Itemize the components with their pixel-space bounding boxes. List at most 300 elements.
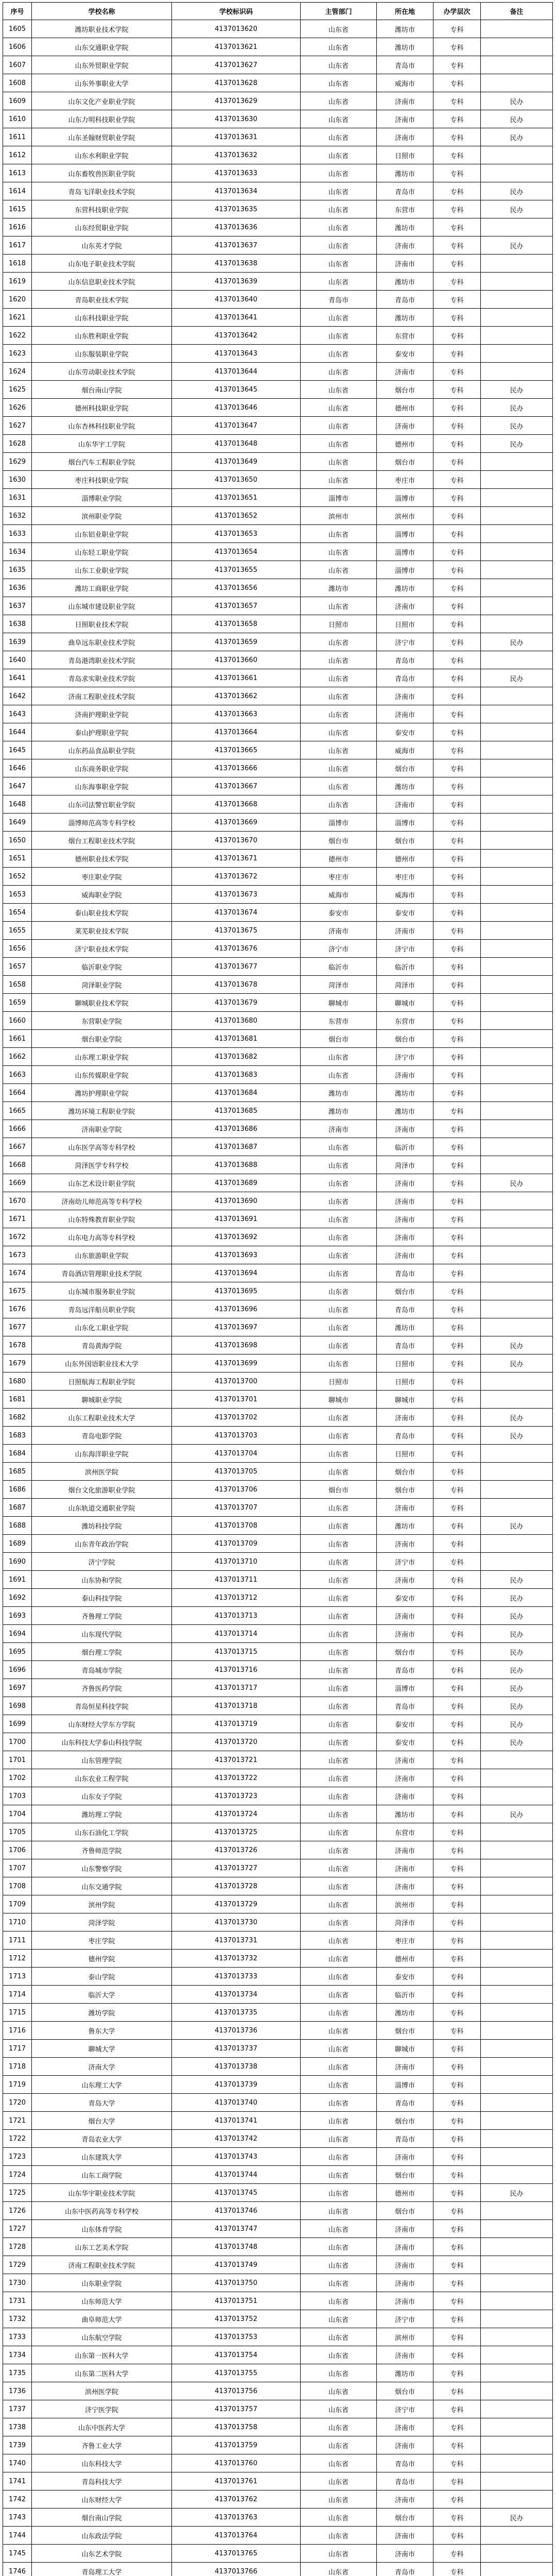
school-code-cell: 4137013721	[172, 1751, 301, 1769]
level-cell: 专科	[433, 2076, 481, 2094]
location-cell: 济宁市	[377, 2310, 433, 2328]
school-name-cell: 山东胜利职业学院	[32, 327, 172, 345]
remarks-cell	[481, 1931, 553, 1950]
authority-cell: 山东省	[301, 1589, 377, 1607]
serial-cell: 1677	[3, 1318, 32, 1336]
authority-cell: 山东省	[301, 2040, 377, 2058]
authority-cell: 临沂市	[301, 958, 377, 976]
remarks-cell	[481, 1138, 553, 1156]
school-name-cell: 烟台汽车工程职业学院	[32, 453, 172, 471]
level-cell: 专科	[433, 1679, 481, 1697]
level-cell: 专科	[433, 200, 481, 218]
serial-cell: 1676	[3, 1300, 32, 1318]
serial-cell: 1679	[3, 1354, 32, 1372]
level-cell: 专科	[433, 2400, 481, 2418]
authority-cell: 潍坊市	[301, 1084, 377, 1102]
school-code-cell: 4137013664	[172, 723, 301, 741]
authority-cell: 山东省	[301, 1715, 377, 1733]
school-name-cell: 山东工商学院	[32, 2166, 172, 2184]
authority-cell: 山东省	[301, 1968, 377, 1986]
serial-cell: 1614	[3, 182, 32, 200]
authority-cell: 山东省	[301, 2527, 377, 2545]
level-cell: 专科	[433, 1138, 481, 1156]
location-cell: 日照市	[377, 1372, 433, 1391]
school-name-cell: 青岛酒店管理职业技术学院	[32, 1264, 172, 1282]
level-cell: 专科	[433, 1805, 481, 1823]
header-level: 办学层次	[433, 3, 481, 20]
level-cell: 专科	[433, 777, 481, 795]
table-row	[3, 291, 553, 309]
school-name-cell: 烟台文化旅游职业学院	[32, 1481, 172, 1499]
remarks-cell	[481, 2400, 553, 2418]
remarks-cell	[481, 2563, 553, 2576]
level-cell: 专科	[433, 2545, 481, 2563]
authority-cell: 山东省	[301, 327, 377, 345]
school-code-cell: 4137013725	[172, 1823, 301, 1841]
serial-cell: 1631	[3, 489, 32, 507]
table-row	[3, 38, 553, 56]
level-cell: 专科	[433, 273, 481, 291]
authority-cell: 烟台市	[301, 1030, 377, 1048]
table-row	[3, 1607, 553, 1625]
authority-cell: 山东省	[301, 2454, 377, 2472]
table-row	[3, 2274, 553, 2292]
table-row	[3, 2256, 553, 2274]
location-cell: 济南市	[377, 1174, 433, 1192]
serial-cell: 1701	[3, 1751, 32, 1769]
school-name-cell: 济南工程职业技术学院	[32, 687, 172, 705]
table-row	[3, 2184, 553, 2202]
school-code-cell: 4137013726	[172, 1841, 301, 1859]
table-row	[3, 1589, 553, 1607]
location-cell: 烟台市	[377, 2509, 433, 2527]
school-name-cell: 山东建筑大学	[32, 2148, 172, 2166]
serial-cell: 1626	[3, 399, 32, 417]
level-cell: 专科	[433, 2436, 481, 2454]
location-cell: 潍坊市	[377, 1805, 433, 1823]
remarks-cell: 民办	[481, 1715, 553, 1733]
school-code-cell: 4137013689	[172, 1174, 301, 1192]
level-cell: 专科	[433, 2148, 481, 2166]
remarks-cell: 民办	[481, 1427, 553, 1445]
school-code-cell: 4137013744	[172, 2166, 301, 2184]
remarks-cell	[481, 579, 553, 597]
table-row	[3, 1769, 553, 1787]
school-name-cell: 东营职业学院	[32, 1012, 172, 1030]
table-row	[3, 273, 553, 291]
level-cell: 专科	[433, 994, 481, 1012]
school-name-cell: 烟台南山学院	[32, 381, 172, 399]
remarks-cell	[481, 2148, 553, 2166]
school-code-cell: 4137013706	[172, 1481, 301, 1499]
remarks-cell	[481, 2130, 553, 2148]
school-code-cell: 4137013759	[172, 2436, 301, 2454]
level-cell: 专科	[433, 92, 481, 110]
school-name-cell: 滨州学院	[32, 1895, 172, 1913]
location-cell: 济南市	[377, 1409, 433, 1427]
school-name-cell: 烟台工程职业技术学院	[32, 832, 172, 850]
table-row	[3, 2472, 553, 2490]
location-cell: 济南市	[377, 1499, 433, 1517]
remarks-cell	[481, 2274, 553, 2292]
table-row	[3, 669, 553, 687]
serial-cell: 1609	[3, 92, 32, 110]
table-row	[3, 2364, 553, 2382]
level-cell: 专科	[433, 1661, 481, 1679]
level-cell: 专科	[433, 1282, 481, 1300]
serial-cell: 1611	[3, 128, 32, 146]
remarks-cell	[481, 255, 553, 273]
school-name-cell: 山东管理学院	[32, 1751, 172, 1769]
remarks-cell	[481, 1066, 553, 1084]
school-name-cell: 山东劳动职业技术学院	[32, 363, 172, 381]
table-row	[3, 1733, 553, 1751]
authority-cell: 山东省	[301, 2436, 377, 2454]
table-row	[3, 1751, 553, 1769]
school-code-cell: 4137013667	[172, 777, 301, 795]
level-cell: 专科	[433, 2256, 481, 2274]
authority-cell: 山东省	[301, 1805, 377, 1823]
remarks-cell	[481, 832, 553, 850]
school-code-cell: 4137013705	[172, 1463, 301, 1481]
school-name-cell: 青岛远洋船员职业学院	[32, 1300, 172, 1318]
school-name-cell: 聊城大学	[32, 2040, 172, 2058]
remarks-cell	[481, 1282, 553, 1300]
serial-cell: 1646	[3, 759, 32, 777]
remarks-cell	[481, 327, 553, 345]
serial-cell: 1632	[3, 507, 32, 525]
school-code-cell: 4137013673	[172, 886, 301, 904]
serial-cell: 1642	[3, 687, 32, 705]
level-cell: 专科	[433, 1012, 481, 1030]
school-code-cell: 4137013659	[172, 633, 301, 651]
location-cell: 滨州市	[377, 1895, 433, 1913]
level-cell: 专科	[433, 2527, 481, 2545]
level-cell: 专科	[433, 2022, 481, 2040]
school-name-cell: 山东杏林科技职业学院	[32, 417, 172, 435]
location-cell: 临沂市	[377, 958, 433, 976]
serial-cell: 1708	[3, 1877, 32, 1895]
authority-cell: 德州市	[301, 850, 377, 868]
school-code-cell: 4137013690	[172, 1192, 301, 1210]
authority-cell: 山东省	[301, 705, 377, 723]
school-code-cell: 4137013754	[172, 2346, 301, 2364]
location-cell: 淄博市	[377, 814, 433, 832]
school-name-cell: 潍坊理工学院	[32, 1805, 172, 1823]
authority-cell: 山东省	[301, 435, 377, 453]
school-name-cell: 山东警察学院	[32, 1859, 172, 1877]
location-cell: 济南市	[377, 1210, 433, 1228]
serial-cell: 1651	[3, 850, 32, 868]
table-row	[3, 1499, 553, 1517]
school-code-cell: 4137013658	[172, 615, 301, 633]
school-name-cell: 山东协和学院	[32, 1571, 172, 1589]
table-row	[3, 976, 553, 994]
school-name-cell: 青岛恒星科技学院	[32, 1697, 172, 1715]
level-cell: 专科	[433, 417, 481, 435]
remarks-cell	[481, 1841, 553, 1859]
serial-cell: 1624	[3, 363, 32, 381]
location-cell: 济南市	[377, 597, 433, 615]
authority-cell: 山东省	[301, 1661, 377, 1679]
school-name-cell: 山东商务职业学院	[32, 759, 172, 777]
authority-cell: 山东省	[301, 651, 377, 669]
authority-cell: 山东省	[301, 1156, 377, 1174]
table-row	[3, 110, 553, 128]
authority-cell: 山东省	[301, 777, 377, 795]
level-cell: 专科	[433, 1354, 481, 1372]
table-row	[3, 1156, 553, 1174]
level-cell: 专科	[433, 1336, 481, 1354]
authority-cell: 山东省	[301, 1499, 377, 1517]
location-cell: 烟台市	[377, 759, 433, 777]
table-row	[3, 2490, 553, 2509]
remarks-cell	[481, 759, 553, 777]
school-name-cell: 山东中医药大学	[32, 2418, 172, 2436]
authority-cell: 山东省	[301, 1463, 377, 1481]
school-code-cell: 4137013634	[172, 182, 301, 200]
table-row	[3, 2418, 553, 2436]
remarks-cell: 民办	[481, 92, 553, 110]
authority-cell: 山东省	[301, 363, 377, 381]
remarks-cell	[481, 814, 553, 832]
school-name-cell: 淄博师范高等专科学校	[32, 814, 172, 832]
remarks-cell: 民办	[481, 200, 553, 218]
school-name-cell: 山东轻工职业学院	[32, 543, 172, 561]
location-cell: 临沂市	[377, 1986, 433, 2004]
school-name-cell: 潍坊科技学院	[32, 1517, 172, 1535]
remarks-cell: 民办	[481, 417, 553, 435]
school-code-cell: 4137013722	[172, 1769, 301, 1787]
table-row	[3, 1228, 553, 1246]
level-cell: 专科	[433, 1859, 481, 1877]
level-cell: 专科	[433, 669, 481, 687]
authority-cell: 山东省	[301, 453, 377, 471]
authority-cell: 山东省	[301, 795, 377, 814]
school-code-cell: 4137013643	[172, 345, 301, 363]
location-cell: 济南市	[377, 128, 433, 146]
school-name-cell: 临沂职业学院	[32, 958, 172, 976]
school-name-cell: 济南工程职业技术学院	[32, 2256, 172, 2274]
location-cell: 淄博市	[377, 525, 433, 543]
location-cell: 烟台市	[377, 453, 433, 471]
remarks-cell	[481, 1318, 553, 1336]
level-cell: 专科	[433, 38, 481, 56]
serial-cell: 1737	[3, 2400, 32, 2418]
serial-cell: 1696	[3, 1661, 32, 1679]
school-name-cell: 菏泽医学专科学校	[32, 1156, 172, 1174]
location-cell: 泰安市	[377, 345, 433, 363]
location-cell: 济南市	[377, 705, 433, 723]
table-row	[3, 1120, 553, 1138]
location-cell: 滨州市	[377, 507, 433, 525]
authority-cell: 山东省	[301, 2274, 377, 2292]
remarks-cell	[481, 940, 553, 958]
remarks-cell	[481, 2004, 553, 2022]
school-name-cell: 山东城市服务职业学院	[32, 1282, 172, 1300]
school-name-cell: 聊城职业学院	[32, 1391, 172, 1409]
table-row	[3, 1643, 553, 1661]
location-cell: 潍坊市	[377, 38, 433, 56]
serial-cell: 1663	[3, 1066, 32, 1084]
location-cell: 烟台市	[377, 1481, 433, 1499]
location-cell: 泰安市	[377, 1968, 433, 1986]
remarks-cell	[481, 904, 553, 922]
table-row	[3, 507, 553, 525]
school-code-cell: 4137013703	[172, 1427, 301, 1445]
school-name-cell: 临沂大学	[32, 1986, 172, 2004]
school-code-cell: 4137013641	[172, 309, 301, 327]
level-cell: 专科	[433, 1733, 481, 1751]
location-cell: 潍坊市	[377, 273, 433, 291]
authority-cell: 山东省	[301, 2184, 377, 2202]
location-cell: 济南市	[377, 92, 433, 110]
location-cell: 泰安市	[377, 723, 433, 741]
location-cell: 青岛市	[377, 2130, 433, 2148]
location-cell: 济南市	[377, 1120, 433, 1138]
location-cell: 德州市	[377, 2184, 433, 2202]
authority-cell: 日照市	[301, 615, 377, 633]
remarks-cell	[481, 1553, 553, 1571]
authority-cell: 山东省	[301, 687, 377, 705]
location-cell: 聊城市	[377, 1391, 433, 1409]
level-cell: 专科	[433, 2509, 481, 2527]
school-code-cell: 4137013687	[172, 1138, 301, 1156]
authority-cell: 山东省	[301, 1535, 377, 1553]
school-code-cell: 4137013693	[172, 1246, 301, 1264]
school-table	[3, 2, 553, 2576]
school-name-cell: 山东传媒职业学院	[32, 1066, 172, 1084]
serial-cell: 1729	[3, 2256, 32, 2274]
school-name-cell: 山东工程职业技术大学	[32, 1409, 172, 1427]
level-cell: 专科	[433, 525, 481, 543]
level-cell: 专科	[433, 868, 481, 886]
table-row	[3, 453, 553, 471]
level-cell: 专科	[433, 1986, 481, 2004]
remarks-cell: 民办	[481, 236, 553, 255]
table-row	[3, 1950, 553, 1968]
remarks-cell	[481, 886, 553, 904]
school-code-cell: 4137013682	[172, 1048, 301, 1066]
table-row	[3, 615, 553, 633]
location-cell: 青岛市	[377, 1300, 433, 1318]
school-name-cell: 青岛职业技术学院	[32, 291, 172, 309]
school-code-cell: 4137013633	[172, 164, 301, 182]
serial-cell: 1644	[3, 723, 32, 741]
remarks-cell	[481, 1246, 553, 1264]
remarks-cell	[481, 2364, 553, 2382]
school-code-cell: 4137013741	[172, 2112, 301, 2130]
location-cell: 泰安市	[377, 1589, 433, 1607]
table-row	[3, 2382, 553, 2400]
table-row	[3, 2004, 553, 2022]
school-code-cell: 4137013676	[172, 940, 301, 958]
serial-cell: 1703	[3, 1787, 32, 1805]
serial-cell: 1738	[3, 2418, 32, 2436]
remarks-cell	[481, 2112, 553, 2130]
school-code-cell: 4137013710	[172, 1553, 301, 1571]
level-cell: 专科	[433, 2418, 481, 2436]
school-name-cell: 青岛电影学院	[32, 1427, 172, 1445]
authority-cell: 山东省	[301, 2076, 377, 2094]
school-name-cell: 山东师范大学	[32, 2292, 172, 2310]
authority-cell: 潍坊市	[301, 579, 377, 597]
table-row	[3, 2058, 553, 2076]
school-code-cell: 4137013707	[172, 1499, 301, 1517]
school-code-cell: 4137013760	[172, 2454, 301, 2472]
school-code-cell: 4137013716	[172, 1661, 301, 1679]
level-cell: 专科	[433, 1607, 481, 1625]
school-name-cell: 山东力明科技职业学院	[32, 110, 172, 128]
school-name-cell: 山东外事职业大学	[32, 74, 172, 92]
table-row	[3, 182, 553, 200]
remarks-cell	[481, 218, 553, 236]
school-code-cell: 4137013668	[172, 795, 301, 814]
school-code-cell: 4137013642	[172, 327, 301, 345]
level-cell: 专科	[433, 1102, 481, 1120]
school-code-cell: 4137013736	[172, 2022, 301, 2040]
school-name-cell: 潍坊职业技术学院	[32, 20, 172, 38]
remarks-cell	[481, 2022, 553, 2040]
authority-cell: 山东省	[301, 2310, 377, 2328]
authority-cell: 淄博市	[301, 814, 377, 832]
remarks-cell	[481, 2436, 553, 2454]
table-row	[3, 2094, 553, 2112]
school-name-cell: 山东司法警官职业学院	[32, 795, 172, 814]
location-cell: 济南市	[377, 236, 433, 255]
level-cell: 专科	[433, 1535, 481, 1553]
location-cell: 济南市	[377, 2490, 433, 2509]
authority-cell: 潍坊市	[301, 1102, 377, 1120]
location-cell: 威海市	[377, 741, 433, 759]
table-header-row	[3, 3, 553, 20]
remarks-cell	[481, 146, 553, 164]
authority-cell: 山东省	[301, 1066, 377, 1084]
serial-cell: 1741	[3, 2472, 32, 2490]
authority-cell: 泰安市	[301, 904, 377, 922]
serial-cell: 1743	[3, 2509, 32, 2527]
authority-cell: 山东省	[301, 1859, 377, 1877]
school-code-cell: 4137013639	[172, 273, 301, 291]
level-cell: 专科	[433, 291, 481, 309]
authority-cell: 山东省	[301, 1409, 377, 1427]
school-name-cell: 山东财经大学	[32, 2490, 172, 2509]
remarks-cell: 民办	[481, 1625, 553, 1643]
level-cell: 专科	[433, 741, 481, 759]
level-cell: 专科	[433, 1913, 481, 1931]
authority-cell: 山东省	[301, 1048, 377, 1066]
school-code-cell: 4137013764	[172, 2527, 301, 2545]
authority-cell: 山东省	[301, 1697, 377, 1715]
school-name-cell: 潍坊护理职业学院	[32, 1084, 172, 1102]
table-row	[3, 1138, 553, 1156]
table-row	[3, 2202, 553, 2220]
school-list-sheet	[3, 2, 552, 2576]
authority-cell: 山东省	[301, 1733, 377, 1751]
location-cell: 枣庄市	[377, 471, 433, 489]
school-code-cell: 4137013753	[172, 2328, 301, 2346]
serial-cell: 1746	[3, 2563, 32, 2576]
level-cell: 专科	[433, 2472, 481, 2490]
level-cell: 专科	[433, 146, 481, 164]
location-cell: 淄博市	[377, 1679, 433, 1697]
authority-cell: 山东省	[301, 1138, 377, 1156]
school-code-cell: 4137013709	[172, 1535, 301, 1553]
school-name-cell: 淄博职业学院	[32, 489, 172, 507]
location-cell: 德州市	[377, 1950, 433, 1968]
location-cell: 烟台市	[377, 1282, 433, 1300]
serial-cell: 1633	[3, 525, 32, 543]
